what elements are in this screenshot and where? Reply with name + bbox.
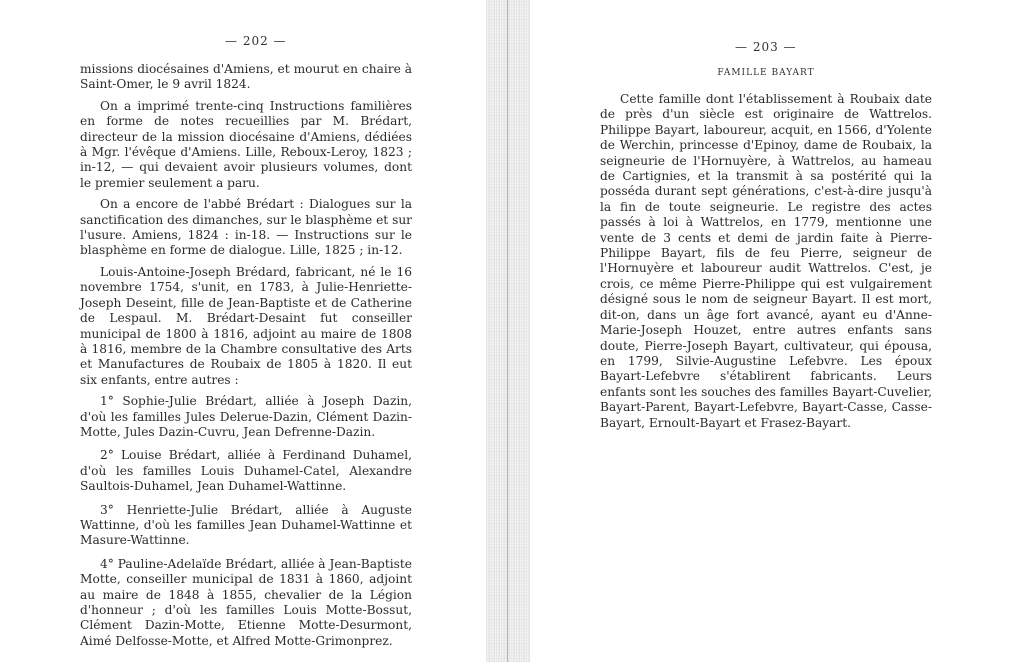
right-page-body	[600, 92, 932, 437]
left-list-item-3: 3° Henriette-Julie Brédart, alliée à Auguste Wattinne, d'où les familles Jean Duhamel-Wattinne et Masure-Wattinne.	[80, 502, 412, 548]
left-page-body	[80, 62, 412, 657]
left-list-item-4: 4° Pauline-Adelaïde Brédart, alliée à Jean-Baptiste Motte, conseiller municipal de 1831 à 1860, adjoint au maire de 1848 à 1855, chevalier de la Légion d'honneur ; d'où les familles Louis Motte-Bossut, Clément Dazin-Motte, Etienne Motte-Desurmont, Aimé Delfosse-Motte, et Alfred Motte-Grimonprez.	[80, 556, 412, 648]
left-paragraph-3: On a encore de l'abbé Brédart : Dialogues sur la sanctification des dimanches, sur le blasphème et sur l'usure. Amiens, 1824 : in-18. — Instructions sur le blasphème en forme de dialogue. Lille, 1825 ; in-12.	[80, 197, 412, 258]
right-paragraph-1: Cette famille dont l'établissement à Roubaix date de près d'un siècle est originaire de Wattrelos. Philippe Bayart, laboureur, acquit, en 1566, d'Yolente de Werchin, princesse d'Epinoy, dame de Roubaix, la seigneurie de l'Hornuyère, à Wattrelos, au hameau de Cartignies, et la transmit à sa postérité qui la posséda durant sept générations, c'est-à-dire jusqu'à la fin de toute seigneurie. Le registre des actes passés à loi à Wattrelos, en 1779, mentionne une vente de 3 cents et demi de jardin faite à Pierre-Philippe Bayart, fils de feu Pierre, seigneur de l'Hornuyère et laboureur audit Wattrelos. C'est, je crois, ce même Pierre-Philippe qui est vulgairement désigné sous le nom de seigneur Bayart. Il est mort, dit-on, dans un âge fort avancé, ayant eu d'Anne-Marie-Joseph Houzet, entre autres enfants sans doute, Pierre-Joseph Bayart, cultivateur, qui épousa, en 1799, Silvie-Augustine Lefebvre. Les époux Bayart-Lefebvre s'établirent fabricants. Leurs enfants sont les souches des familles Bayart-Cuvelier, Bayart-Parent, Bayart-Lefebvre, Bayart-Casse, Casse-Bayart, Ernoult-Bayart et Frasez-Bayart.	[600, 92, 932, 430]
left-paragraph-2: On a imprimé trente-cinq Instructions familières en forme de notes recueillies par M. Brédart, directeur de la mission diocésaine d'Amiens, dédiées à Mgr. l'évêque d'Amiens. Lille, Reboux-Leroy, 1823 ; in-12, — qui devaient avoir plusieurs volumes, dont le premier seulement a paru.	[80, 98, 412, 190]
left-list-item-1: 1° Sophie-Julie Brédart, alliée à Joseph Dazin, d'où les familles Jules Delerue-Dazin, Clément Dazin-Motte, Jules Dazin-Cuvru, Jean Defrenne-Dazin.	[80, 394, 412, 439]
running-head: FAMILLE BAYART	[717, 68, 815, 78]
left-list-item-2: 2° Louise Brédart, alliée à Ferdinand Duhamel, d'où les familles Louis Duhamel-Catel, Alexandre Saultois-Duhamel, Jean Duhamel-Wattinne.	[80, 448, 412, 494]
book-gutter	[486, 0, 530, 662]
gutter-fold-line	[507, 0, 508, 662]
left-paragraph-4: Louis-Antoine-Joseph Brédard, fabricant, né le 16 novembre 1754, s'unit, en 1783, à Julie-Henriette-Joseph Deseint, fille de Jean-Baptiste et de Catherine de Lespaul. M. Brédart-Desaint fut conseiller municipal de 1800 à 1816, adjoint au maire de 1808 à 1816, membre de la Chambre consultative des Arts et Manufactures de Roubaix de 1805 à 1820. Il eut six enfants, entre autres :	[80, 264, 412, 387]
right-page-number: — 203 —	[735, 40, 797, 54]
left-paragraph-1: missions diocésaines d'Amiens, et mourut en chaire à Saint-Omer, le 9 avril 1824.	[80, 62, 412, 92]
left-page-number: — 202 —	[225, 34, 287, 48]
